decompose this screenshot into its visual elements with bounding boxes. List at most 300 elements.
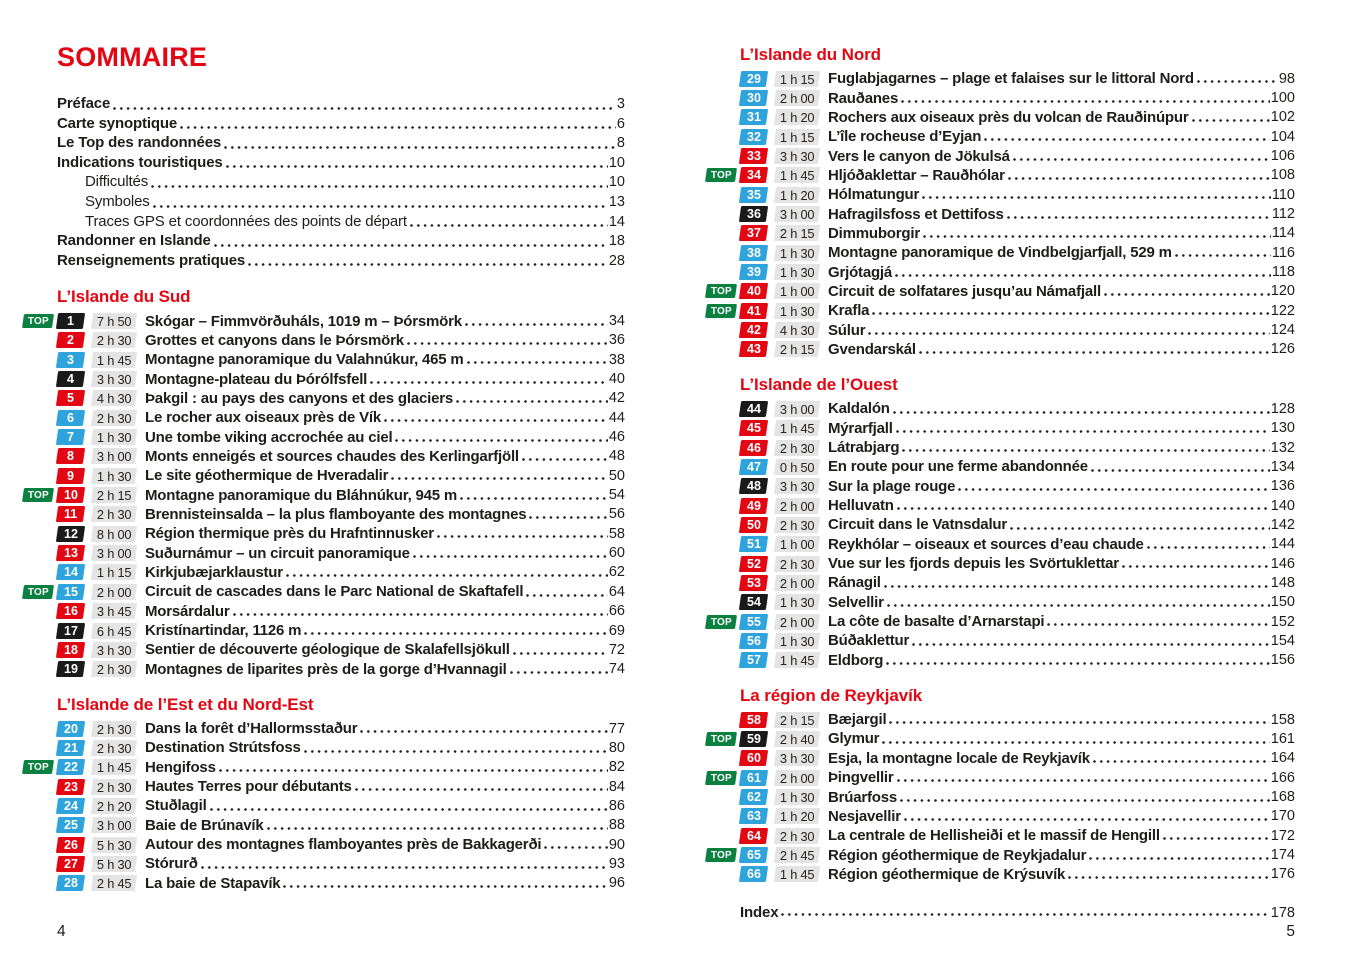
duration-value: 2 h 45 — [96, 875, 132, 891]
hike-entry — [706, 826, 1295, 845]
hike-number-badge — [56, 429, 85, 445]
page-ref: 74 — [608, 661, 625, 678]
duration-badge — [774, 536, 820, 552]
entry-label: Préface — [57, 95, 111, 112]
hike-number-badge — [739, 633, 768, 649]
hike-entry — [706, 496, 1295, 515]
duration-badge — [91, 564, 137, 580]
toc-section — [23, 286, 625, 679]
front-matter-list — [23, 95, 625, 271]
hike-title: Eldborg — [828, 651, 884, 669]
dotted-leader — [902, 448, 1269, 453]
page-ref: 56 — [608, 506, 625, 523]
page-ref: 77 — [608, 720, 625, 737]
hike-number: 55 — [746, 614, 761, 629]
duration-value: 1 h 45 — [96, 759, 132, 775]
hike-number-badge — [739, 90, 768, 106]
page-ref: 40 — [608, 371, 625, 388]
hike-entry — [706, 282, 1295, 301]
hike-title: Dimmuborgir — [828, 224, 920, 242]
toc-section — [706, 44, 1295, 359]
duration-value: 1 h 15 — [779, 129, 815, 145]
duration-value: 3 h 45 — [96, 603, 132, 619]
duration-badge — [91, 798, 137, 814]
hike-entry — [23, 331, 625, 350]
dotted-leader — [544, 845, 607, 850]
hike-title: Monts enneigés et sources chaudes des Kerlingarfjöll — [145, 447, 519, 465]
duration-badge — [774, 90, 820, 106]
hike-title: En route pour une ferme abandonnée — [828, 458, 1088, 476]
duration-badge — [91, 642, 137, 658]
entry-label: Carte synoptique — [57, 114, 178, 132]
dotted-leader — [513, 651, 608, 656]
dotted-leader — [370, 380, 608, 385]
hike-entry — [23, 738, 625, 757]
hike-number-badge — [739, 556, 768, 572]
hike-number: 48 — [746, 479, 761, 494]
hike-title: Brennisteinsalda – la plus flamboyante des montagnes — [145, 505, 527, 523]
hike-title: Une tombe viking accrochée au ciel — [145, 428, 393, 446]
duration-value: 2 h 15 — [96, 487, 132, 503]
hike-entry — [23, 505, 625, 524]
hike-title: La baie de Stapavík — [145, 874, 281, 892]
dotted-leader — [897, 778, 1270, 783]
duration-value: 3 h 00 — [96, 817, 132, 833]
hike-number: 30 — [746, 91, 761, 106]
hike-number-badge — [56, 759, 85, 775]
hike-title: Montagne panoramique du Bláhnúkur, 945 m — [145, 486, 458, 504]
dotted-leader — [226, 164, 608, 169]
hike-title: Montagne panoramique de Vindbelgjarfjall, 529 m — [828, 244, 1172, 262]
page-ref: 152 — [1270, 613, 1295, 630]
duration-value: 1 h 15 — [96, 564, 132, 580]
hike-entry — [706, 768, 1295, 787]
hike-number: 22 — [63, 760, 78, 775]
dotted-leader — [304, 749, 608, 754]
hike-number: 45 — [746, 421, 761, 436]
duration-badge — [91, 545, 137, 561]
hike-title: Hengifoss — [145, 758, 216, 776]
duration-badge — [91, 856, 137, 872]
top-badge-slot — [706, 848, 740, 862]
hike-title: Région thermique près du Hrafntinnusker — [145, 525, 434, 543]
dotted-leader — [460, 496, 608, 501]
hike-number: 51 — [746, 537, 761, 552]
hike-entry — [23, 466, 625, 485]
page-ref: 164 — [1270, 750, 1295, 767]
page-ref: 150 — [1270, 594, 1295, 611]
hike-entry — [23, 389, 625, 408]
duration-badge — [91, 448, 137, 464]
hike-entry — [706, 204, 1295, 223]
dotted-leader — [984, 137, 1270, 142]
duration-value: 1 h 30 — [779, 245, 815, 261]
top-badge-slot — [706, 168, 740, 182]
dotted-leader — [1197, 79, 1278, 84]
page-ref: 136 — [1270, 478, 1295, 495]
duration-value: 2 h 00 — [96, 584, 132, 600]
hike-entry — [23, 796, 625, 815]
front-matter-entry — [57, 193, 625, 213]
page-ref: 100 — [1270, 90, 1295, 107]
dotted-leader — [395, 438, 607, 443]
hike-title: Montagne-plateau du Þórólfsfell — [145, 370, 368, 388]
hike-title: Sentier de découverte géologique de Skalafellsjökull — [145, 641, 510, 659]
hike-entry — [23, 854, 625, 873]
hike-number: 5 — [67, 391, 74, 406]
duration-badge — [91, 817, 137, 833]
hike-number-badge — [56, 779, 85, 795]
dotted-leader — [233, 612, 608, 617]
duration-badge — [91, 759, 137, 775]
page-ref: 93 — [608, 855, 625, 872]
hike-number-badge — [56, 856, 85, 872]
duration-badge — [91, 526, 137, 542]
hike-entry — [23, 311, 625, 330]
hike-number-badge — [739, 789, 768, 805]
page-ref: 38 — [608, 351, 625, 368]
hike-number-badge — [739, 129, 768, 145]
page-ref: 140 — [1270, 497, 1295, 514]
duration-badge — [774, 731, 820, 747]
hike-title: Suðurnámur – un circuit panoramique — [145, 544, 410, 562]
hike-entry — [23, 660, 625, 679]
hike-number: 24 — [63, 798, 78, 813]
hike-title: Kaldalón — [828, 400, 890, 418]
page-ref: 128 — [1270, 400, 1295, 417]
front-matter-entry — [57, 173, 625, 193]
hike-title: Destination Strútsfoss — [145, 739, 301, 757]
hike-number-badge — [739, 594, 768, 610]
hike-number: 64 — [746, 828, 761, 843]
hike-title: Reykhólar – oiseaux et sources d’eau chaude — [828, 535, 1144, 553]
hike-title: Vue sur les fjords depuis les Svörtuklettar — [828, 555, 1119, 573]
hike-number-badge — [739, 187, 768, 203]
page-ref: 176 — [1270, 866, 1295, 883]
duration-value: 4 h 30 — [779, 322, 815, 338]
hike-title: Mýrarfjall — [828, 419, 893, 437]
hike-number-badge — [56, 740, 85, 756]
hike-number-badge — [56, 661, 85, 677]
hike-number: 12 — [63, 526, 78, 541]
dotted-leader — [529, 515, 607, 520]
dotted-leader — [897, 506, 1270, 511]
duration-value: 1 h 00 — [779, 536, 815, 552]
hike-number-badge — [739, 303, 768, 319]
dotted-leader — [912, 642, 1270, 647]
hike-number-badge — [56, 371, 85, 387]
hike-title: Bæjargil — [828, 711, 887, 729]
duration-badge — [774, 847, 820, 863]
duration-value: 2 h 30 — [779, 556, 815, 572]
hike-number: 66 — [746, 867, 761, 882]
hike-number-badge — [56, 584, 85, 600]
hike-number-badge — [739, 517, 768, 533]
hike-number-badge — [739, 322, 768, 338]
duration-value: 1 h 30 — [96, 429, 132, 445]
dotted-leader — [219, 768, 608, 773]
duration-value: 2 h 30 — [96, 740, 132, 756]
duration-value: 3 h 30 — [779, 148, 815, 164]
page-ref: 161 — [1270, 730, 1295, 747]
duration-badge — [91, 721, 137, 737]
hike-entry — [23, 777, 625, 796]
top-badge — [705, 848, 737, 862]
entry-label: Randonner en Islande — [57, 232, 211, 250]
duration-value: 2 h 15 — [779, 225, 815, 241]
section-heading: La région de Reykjavík — [740, 685, 923, 705]
hike-entry — [706, 262, 1295, 281]
duration-badge — [774, 652, 820, 668]
duration-badge — [91, 332, 137, 348]
hike-title: Hljóðaklettar – Rauðhólar — [828, 166, 1005, 184]
hike-number: 32 — [746, 129, 761, 144]
hike-number: 6 — [67, 410, 74, 425]
hike-entry — [706, 845, 1295, 864]
dotted-leader — [958, 487, 1270, 492]
hike-number-badge — [739, 341, 768, 357]
duration-value: 3 h 00 — [96, 448, 132, 464]
duration-value: 2 h 00 — [779, 90, 815, 106]
hike-title: Kirkjubæjarklaustur — [145, 563, 283, 581]
hike-title: Kristínartindar, 1126 m — [145, 622, 302, 640]
hike-entry — [706, 631, 1295, 650]
hike-entry — [706, 554, 1295, 573]
hike-entry — [23, 524, 625, 543]
hike-number-badge — [739, 459, 768, 475]
hike-title: Région géothermique de Reykjadalur — [828, 846, 1087, 864]
duration-value: 2 h 00 — [779, 575, 815, 591]
hike-number: 18 — [63, 642, 78, 657]
hike-title: Rochers aux oiseaux près du volcan de Rauðinúpur — [828, 108, 1189, 126]
dotted-leader — [1163, 836, 1270, 841]
duration-badge — [774, 828, 820, 844]
hike-entry — [706, 146, 1295, 165]
hike-number: 20 — [63, 721, 78, 736]
duration-badge — [91, 352, 137, 368]
duration-badge — [91, 584, 137, 600]
dotted-leader — [886, 661, 1270, 666]
hike-number-badge — [739, 401, 768, 417]
top-badge — [22, 488, 54, 502]
duration-badge — [774, 866, 820, 882]
hike-number-badge — [739, 866, 768, 882]
duration-badge — [774, 478, 820, 494]
hike-number: 54 — [746, 595, 761, 610]
hike-entry — [706, 69, 1295, 88]
hike-number-badge — [739, 148, 768, 164]
page-ref: 90 — [608, 836, 625, 853]
hike-number: 3 — [67, 352, 74, 367]
duration-value: 2 h 30 — [96, 410, 132, 426]
top-badge-slot — [706, 732, 740, 746]
duration-value: 1 h 15 — [779, 71, 815, 87]
hike-entry — [706, 320, 1295, 339]
duration-value: 1 h 20 — [779, 187, 815, 203]
duration-badge — [91, 506, 137, 522]
hike-number: 29 — [746, 71, 761, 86]
page-ref: 28 — [608, 252, 625, 269]
hike-entry — [706, 515, 1295, 534]
duration-value: 2 h 30 — [96, 332, 132, 348]
top-badge-label: TOP — [710, 772, 732, 784]
hike-number: 47 — [746, 459, 761, 474]
hike-entry — [23, 874, 625, 893]
hike-number: 56 — [746, 633, 761, 648]
hike-entry — [706, 573, 1295, 592]
duration-badge — [91, 371, 137, 387]
hike-number: 60 — [746, 751, 761, 766]
page-ref: 50 — [608, 467, 625, 484]
hike-title: Selvellir — [828, 593, 884, 611]
duration-badge — [774, 420, 820, 436]
page-ref: 86 — [608, 797, 625, 814]
hike-number-badge — [56, 410, 85, 426]
duration-badge — [774, 109, 820, 125]
dotted-leader — [919, 350, 1270, 355]
dotted-leader — [201, 865, 608, 870]
duration-value: 3 h 30 — [779, 750, 815, 766]
hike-number-badge — [739, 206, 768, 222]
duration-value: 1 h 45 — [779, 420, 815, 436]
hike-number: 59 — [746, 731, 761, 746]
page-ref: 148 — [1270, 574, 1295, 591]
top-badge-label: TOP — [710, 733, 732, 745]
page-ref: 58 — [608, 525, 625, 542]
page-ref: 62 — [608, 564, 625, 581]
dotted-leader — [467, 360, 608, 365]
toc-section — [23, 694, 625, 893]
top-badge-label: TOP — [27, 489, 49, 501]
toc-section — [706, 374, 1295, 670]
top-badge-label: TOP — [27, 761, 49, 773]
page-ref: 66 — [608, 603, 625, 620]
hike-entry — [23, 427, 625, 446]
hike-number: 2 — [67, 333, 74, 348]
page-ref: 60 — [608, 545, 625, 562]
page-ref: 174 — [1270, 847, 1295, 864]
top-badge-label: TOP — [710, 285, 732, 297]
hike-number: 27 — [63, 856, 78, 871]
page-ref: 72 — [608, 641, 625, 658]
duration-badge — [774, 575, 820, 591]
hike-entry — [706, 185, 1295, 204]
page-ref: 88 — [608, 817, 625, 834]
hike-number: 52 — [746, 556, 761, 571]
hike-number-badge — [56, 837, 85, 853]
hike-number: 57 — [746, 653, 761, 668]
page-ref: 10 — [608, 174, 625, 191]
page-ref: 124 — [1270, 322, 1295, 339]
duration-value: 1 h 20 — [779, 109, 815, 125]
hike-title: Látrabjarg — [828, 439, 900, 457]
duration-badge — [91, 429, 137, 445]
hike-entry — [23, 758, 625, 777]
hike-entry — [706, 224, 1295, 243]
dotted-leader — [896, 429, 1270, 434]
hike-number-badge — [56, 313, 85, 329]
top-badge — [705, 771, 737, 785]
hike-number-badge — [56, 390, 85, 406]
top-badge-slot — [706, 771, 740, 785]
hike-entry — [23, 369, 625, 388]
hike-number: 43 — [746, 342, 761, 357]
section-heading: L’Islande de l’Ouest — [740, 375, 898, 395]
duration-badge — [774, 633, 820, 649]
page-ref: 64 — [608, 583, 625, 600]
hike-entry — [706, 749, 1295, 768]
page-ref: 112 — [1271, 206, 1295, 223]
hike-number: 63 — [746, 809, 761, 824]
index-page-ref: 178 — [1270, 905, 1295, 922]
duration-badge — [774, 283, 820, 299]
page-ref: 18 — [608, 233, 625, 250]
top-badge — [22, 760, 54, 774]
hike-entry — [23, 621, 625, 640]
duration-value: 3 h 30 — [96, 371, 132, 387]
hike-entry — [706, 710, 1295, 729]
entry-label: Le Top des randonnées — [57, 134, 222, 152]
hike-number: 39 — [746, 265, 761, 280]
duration-value: 2 h 40 — [779, 731, 815, 747]
hike-number: 41 — [746, 303, 761, 318]
page-ref: 44 — [608, 409, 625, 426]
duration-value: 1 h 45 — [96, 352, 132, 368]
dotted-leader — [1093, 759, 1270, 764]
hike-number-badge — [739, 71, 768, 87]
duration-value: 7 h 50 — [96, 313, 132, 329]
page-ref: 104 — [1270, 128, 1295, 145]
duration-badge — [774, 440, 820, 456]
duration-badge — [91, 487, 137, 503]
duration-value: 2 h 00 — [779, 498, 815, 514]
top-badge-slot — [23, 488, 57, 502]
hike-number: 11 — [63, 507, 78, 522]
hike-number-badge — [739, 167, 768, 183]
hike-number: 28 — [63, 876, 78, 891]
hike-number: 25 — [63, 818, 78, 833]
dotted-leader — [283, 884, 607, 889]
dotted-leader — [151, 184, 608, 189]
duration-badge — [774, 167, 820, 183]
dotted-leader — [901, 99, 1270, 104]
page-ref: 132 — [1270, 439, 1295, 456]
hike-entry — [23, 408, 625, 427]
page-ref: 170 — [1270, 808, 1295, 825]
dotted-leader — [1104, 292, 1270, 297]
duration-value: 2 h 00 — [779, 614, 815, 630]
hike-number-badge — [56, 506, 85, 522]
duration-value: 6 h 45 — [96, 623, 132, 639]
hike-entry — [706, 301, 1295, 320]
hike-entry — [23, 602, 625, 621]
dotted-leader — [1008, 176, 1270, 181]
dotted-leader — [286, 573, 608, 578]
hike-entry — [23, 350, 625, 369]
dotted-leader — [884, 584, 1270, 589]
dotted-leader — [304, 631, 608, 636]
page-ref: 158 — [1270, 711, 1295, 728]
hike-number: 17 — [63, 623, 78, 638]
duration-badge — [774, 498, 820, 514]
front-matter-entry — [57, 213, 625, 233]
dotted-leader — [410, 223, 608, 228]
hike-entry — [23, 543, 625, 562]
duration-badge — [774, 712, 820, 728]
duration-value: 3 h 00 — [779, 206, 815, 222]
hike-title: Búðaklettur — [828, 632, 910, 650]
top-badge — [22, 585, 54, 599]
